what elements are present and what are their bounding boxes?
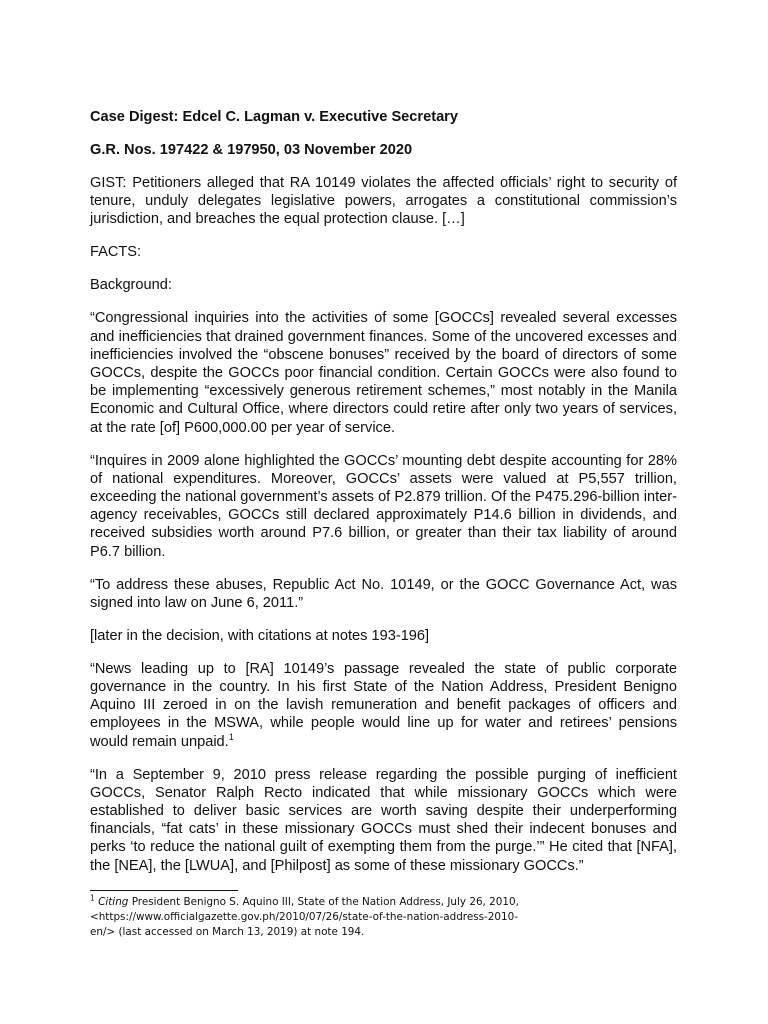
document-title: Case Digest: Edcel C. Lagman v. Executive Secretary: [90, 109, 458, 125]
body-paragraph-ra-10149: “To address these abuses, Republic Act No. 10149, or the GOCC Governance Act, was signed into law on June 6, 2011.”: [90, 576, 677, 611]
document-case-number: G.R. Nos. 197422 & 197950, 03 November 2020: [90, 142, 413, 158]
body-paragraph-later-note: [later in the decision, with citations at notes 193-196]: [90, 627, 430, 644]
facts-label: FACTS:: [90, 244, 142, 261]
body-paragraph-news-text: “News leading up to [RA] 10149’s passage revealed the state of public corporate governance in the country. In his first State of the Nation Address, President Benigno Aquino III zeroed in on the lavish remuneration and benefit packages of officers and employees in the MSWA, while people would line up for water and retirees’ pensions would remain unpaid.: [90, 660, 677, 750]
body-paragraph-news: [90, 660, 677, 751]
document-page: [90, 108, 677, 940]
footnote-mark: 1: [90, 893, 95, 903]
gist-paragraph: GIST: Petitioners alleged that RA 10149 violates the affected officials’ right to security of tenure, unduly delegates legislative powers, arrogates a constitutional commission’s jurisdiction, and breaches the equal protection clause. […]: [90, 175, 677, 228]
footnote-divider: [90, 890, 238, 891]
body-paragraph-inquiries-2009: “Inquires in 2009 alone highlighted the GOCCs’ mounting debt despite accounting for 28% of national expenditures. Moreover, GOCCs’ assets were valued at P5,557 trillion, exceeding the national government’s assets of P2.879 trillion. Of the P475.296-billion inter-agency receivables, GOCCs still declared approximately P14.6 billion in dividends, and received subsidies worth around P7.6 billion, or greater than their tax liability of around P6.7 billion.: [90, 452, 677, 560]
footnote-citing: Citing: [98, 895, 129, 908]
background-label: Background:: [90, 277, 172, 294]
body-paragraph-press-release: “In a September 9, 2010 press release regarding the possible purging of inefficient GOCCs, Senator Ralph Recto indicated that while missionary GOCCs which were established to deliver basic services are worth saving despite their underperforming financials, “fat cats’ in these missionary GOCCs must shed their indecent bonuses and perks ‘to reduce the national guilt of exempting them from the purge.’” He cited that [NFA], the [NEA], the [LWUA], and [Philpost] as some of these missionary GOCCs.”: [90, 766, 677, 874]
footnote: [90, 895, 520, 941]
footnote-reference: 1: [228, 731, 234, 742]
footnote-text: President Benigno S. Aquino III, State of the Nation Address, July 26, 2010, <https://www.officialgazette.gov.ph/2010/07/26/state-of-the-nation-address-2010-en/> (last accessed on March 13, 2019) at note 194.: [90, 895, 519, 939]
body-paragraph-congressional-inquiries: “Congressional inquiries into the activities of some [GOCCs] revealed several excesses and inefficiencies that drained government finances. Some of the uncovered excesses and inefficiencies involved the “obscene bonuses” received by the board of directors of some GOCCs, despite the GOCCs poor financial condition. Certain GOCCs were also found to be implementing “excessively generous retirement schemes,” most notably in the Manila Economic and Cultural Office, where directors could retire after only two years of services, at the rate [of] P600,000.00 per year of service.: [90, 310, 677, 436]
